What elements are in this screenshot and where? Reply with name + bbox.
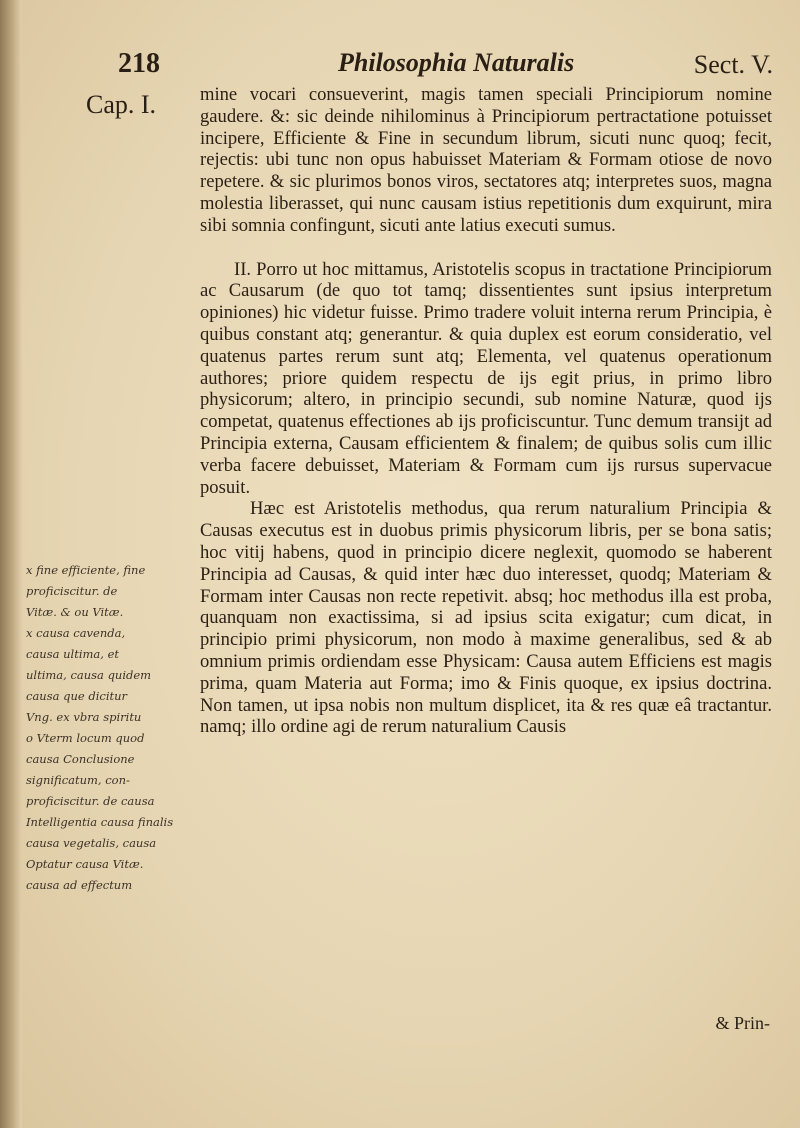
- margin-note: significatum, con-: [26, 773, 130, 787]
- margin-note: causa ultima, et: [26, 647, 119, 661]
- margin-note: causa ad effectum: [26, 878, 133, 892]
- page-header: [118, 48, 773, 88]
- margin-note: Vitæ. & ou Vitæ.: [26, 605, 124, 619]
- paragraph-1: mine vocari consueverint, magis tamen speciali Principiorum nomine gaudere. &: sic deinde nihilominus à Principiorum pertractatione potuisset incipere, Efficiente & Fine in secundum librum, sicuti nunc quoq; fecit, rejectis: ubi tunc non opus habuisset Materiam & Formam otiose de novo repetere. & sic plurimos bonos viros, sectatores atq; interpretes suos, magna molestia liberasset, qui nunc causam istius repetitionis dum exquirunt, mira sibi somnia confingunt, sicuti ante latius executi sumus.: [200, 84, 772, 236]
- margin-note: causa vegetalis, causa: [26, 836, 157, 850]
- body-text: [200, 84, 772, 738]
- margin-note: x causa cavenda,: [26, 626, 126, 640]
- margin-note: causa que dicitur: [26, 689, 128, 703]
- margin-note: causa Conclusione: [26, 752, 135, 766]
- chapter-marker: Cap. I.: [86, 90, 157, 119]
- margin-note: proficiscitur. de: [26, 584, 118, 598]
- paragraph-3: Hæc est Aristotelis methodus, qua rerum naturalium Principia & Causas executus est in duobus primis physicorum libris, per se bona satis; hoc vitij habens, quod in principio dicere neglexit, quomodo se haberent Principia ad Causas, & quid inter hæc duo interesset, quodq; Materiam & Formam inter Causas non recte repetivit. absq; hoc methodus illa est proba, quanquam non exactissima, si ad ipsius scita exigatur; cum dicat, in principio primi physicorum, non modo à maxime generalibus, sed & ab omnium primis ordiendam esse Physicam: Causa autem Efficiens est magis prima, quam Materia aut Forma; imo & Finis quoque, ex ipsius doctrina. Non tamen, ut ipsa nobis non multum displicet, ita & res quæ eâ tractantur. namq; illo ordine agi de rerum naturalium Causis: [200, 498, 772, 738]
- margin-note: Optatur causa Vitæ.: [26, 857, 144, 871]
- handwritten-margin-notes: [26, 560, 194, 896]
- section-marker: Sect. V.: [693, 50, 773, 79]
- catchword: & Prin-: [715, 1013, 770, 1033]
- margin-note: proficiscitur. de causa: [26, 794, 155, 808]
- book-gutter: [0, 0, 22, 1128]
- margin-note: Vng. ex vbra spiritu: [26, 710, 142, 724]
- paragraph-2: II. Porro ut hoc mittamus, Aristotelis scopus in tractatione Principiorum ac Causarum (de quo tot tamq; dissentientes sunt ipsius interpretum opiniones) hic videtur fuisse. Primo tradere voluit interna rerum Principia, è quibus constant atq; generantur. & quia duplex est eorum consideratio, vel quatenus partes rerum sunt atq; Elementa, vel quatenus operationum authores; priore quidem respectu de ijs egit prius, in primo libro physicorum; altero, in principio secundi, sub nomine Naturæ, quod ijs competat, quatenus effectiones ab ijs proficiscuntur. Tunc demum transijt ad Principia externa, Causam efficientem & finalem; de quibus solis cum illic verba facere debuisset, Materiam & Formam cum ijs rursus supervacue posuit.: [200, 258, 772, 498]
- page-number: 218: [118, 48, 160, 79]
- margin-note: x fine efficiente, fine: [26, 563, 146, 577]
- running-title: Philosophia Naturalis: [338, 48, 575, 77]
- margin-note: ultima, causa quidem: [26, 668, 152, 682]
- margin-note: Intelligentia causa finalis: [26, 815, 174, 829]
- margin-note: o Vterm locum quod: [26, 731, 145, 745]
